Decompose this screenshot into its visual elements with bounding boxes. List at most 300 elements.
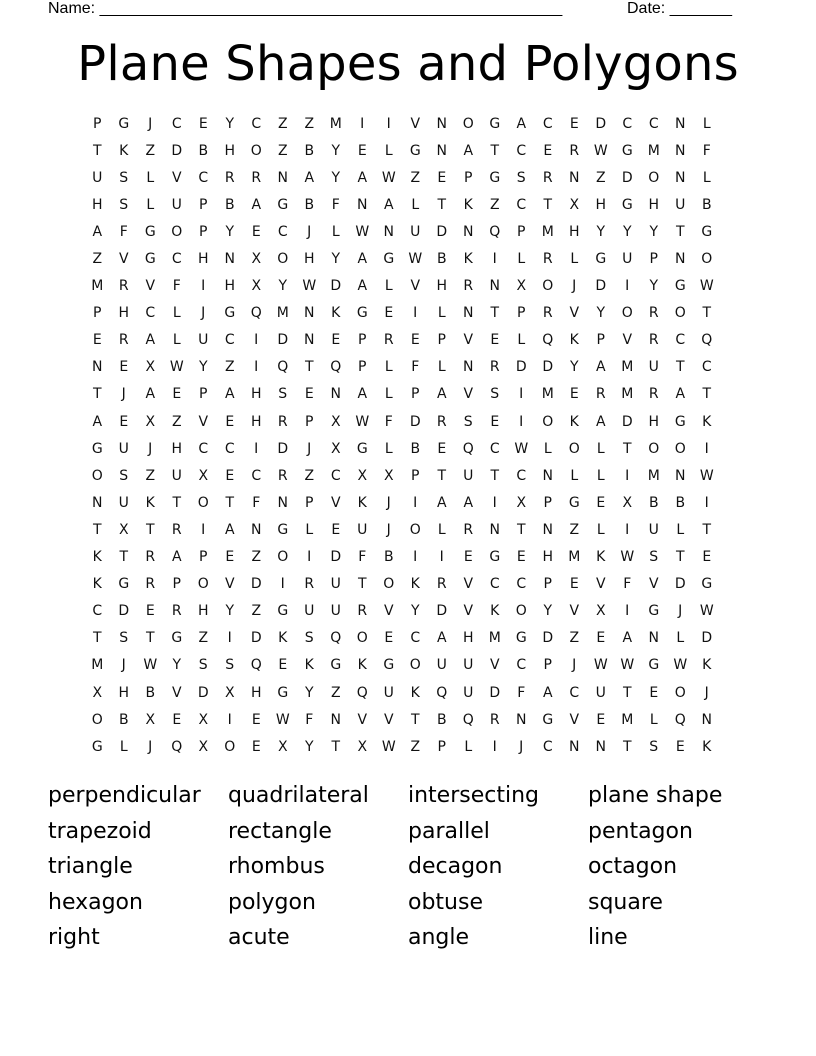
grid-letter[interactable]: G xyxy=(701,223,713,240)
grid-letter[interactable]: U xyxy=(118,494,129,511)
grid-letter[interactable]: K xyxy=(702,413,712,430)
grid-letter[interactable]: T xyxy=(331,738,341,755)
grid-letter[interactable]: D xyxy=(250,576,262,593)
grid-letter[interactable]: W xyxy=(514,440,529,457)
grid-letter[interactable]: J xyxy=(148,440,153,457)
grid-letter[interactable]: X xyxy=(145,413,156,430)
grid-letter[interactable]: I xyxy=(413,494,418,511)
grid-letter[interactable]: O xyxy=(515,603,527,620)
grid-letter[interactable]: T xyxy=(92,521,102,538)
grid-letter[interactable]: S xyxy=(649,549,659,566)
grid-letter[interactable]: W xyxy=(275,711,290,728)
grid-letter[interactable]: N xyxy=(675,115,686,132)
grid-letter[interactable]: L xyxy=(384,359,393,376)
grid-letter[interactable]: W xyxy=(673,657,688,674)
grid-letter[interactable]: L xyxy=(119,738,128,755)
grid-letter[interactable]: X xyxy=(383,467,394,484)
grid-letter[interactable]: J xyxy=(121,657,126,674)
grid-letter[interactable]: S xyxy=(278,386,288,403)
grid-letter[interactable]: C xyxy=(277,223,288,240)
grid-letter[interactable]: O xyxy=(568,440,580,457)
grid-letter[interactable]: R xyxy=(595,386,606,403)
grid-letter[interactable]: E xyxy=(702,549,712,566)
grid-letter[interactable]: L xyxy=(305,521,314,538)
grid-letter[interactable]: D xyxy=(409,413,421,430)
grid-letter[interactable]: U xyxy=(463,684,474,701)
grid-letter[interactable]: I xyxy=(625,603,630,620)
grid-letter[interactable]: C xyxy=(224,440,235,457)
grid-letter[interactable]: E xyxy=(357,142,367,159)
grid-letter[interactable]: V xyxy=(489,657,500,674)
grid-letter[interactable]: D xyxy=(621,413,633,430)
grid-letter[interactable]: N xyxy=(251,521,262,538)
grid-letter[interactable]: L xyxy=(437,305,446,322)
grid-letter[interactable]: U xyxy=(648,359,659,376)
grid-letter[interactable]: E xyxy=(596,630,606,647)
grid-letter[interactable]: Y xyxy=(596,223,606,240)
grid-letter[interactable]: A xyxy=(675,386,686,403)
grid-letter[interactable]: V xyxy=(463,603,474,620)
grid-letter[interactable]: T xyxy=(92,630,102,647)
grid-letter[interactable]: A xyxy=(145,386,156,403)
grid-letter[interactable]: X xyxy=(569,196,580,213)
grid-letter[interactable]: Z xyxy=(569,521,580,538)
grid-letter[interactable]: R xyxy=(463,521,474,538)
grid-letter[interactable]: N xyxy=(489,278,500,295)
grid-letter[interactable]: O xyxy=(462,115,474,132)
grid-letter[interactable]: V xyxy=(595,576,606,593)
grid-letter[interactable]: S xyxy=(119,169,129,186)
grid-letter[interactable]: E xyxy=(198,115,208,132)
grid-letter[interactable]: B xyxy=(145,684,156,701)
grid-letter[interactable]: D xyxy=(277,332,289,349)
grid-letter[interactable]: E xyxy=(278,657,288,674)
grid-letter[interactable]: V xyxy=(410,278,421,295)
grid-letter[interactable]: R xyxy=(542,251,553,268)
grid-letter[interactable]: I xyxy=(360,115,365,132)
grid-letter[interactable]: O xyxy=(409,657,421,674)
grid-letter[interactable]: A xyxy=(357,251,368,268)
grid-letter[interactable]: R xyxy=(648,332,659,349)
grid-letter[interactable]: I xyxy=(227,630,232,647)
grid-letter[interactable]: G xyxy=(648,603,660,620)
grid-letter[interactable]: E xyxy=(410,332,420,349)
grid-letter[interactable]: U xyxy=(410,223,421,240)
grid-letter[interactable]: T xyxy=(622,684,632,701)
grid-letter[interactable]: D xyxy=(197,684,209,701)
grid-letter[interactable]: C xyxy=(542,738,553,755)
grid-letter[interactable]: G xyxy=(171,630,183,647)
grid-letter[interactable]: Y xyxy=(331,142,341,159)
grid-letter[interactable]: K xyxy=(92,549,102,566)
grid-letter[interactable]: R xyxy=(489,711,500,728)
grid-letter[interactable]: O xyxy=(91,711,103,728)
grid-letter[interactable]: Z xyxy=(330,684,341,701)
grid-letter[interactable]: K xyxy=(357,657,367,674)
grid-letter[interactable]: P xyxy=(437,738,446,755)
grid-letter[interactable]: R xyxy=(171,603,182,620)
grid-letter[interactable]: S xyxy=(119,467,129,484)
grid-letter[interactable]: E xyxy=(119,413,129,430)
grid-letter[interactable]: D xyxy=(621,169,633,186)
grid-letter[interactable]: X xyxy=(330,413,341,430)
grid-letter[interactable]: F xyxy=(517,684,526,701)
grid-letter[interactable]: C xyxy=(171,251,182,268)
grid-letter[interactable]: W xyxy=(381,738,396,755)
grid-letter[interactable]: Y xyxy=(331,251,341,268)
grid-letter[interactable]: J xyxy=(148,115,153,132)
grid-letter[interactable]: Z xyxy=(171,413,182,430)
grid-letter[interactable]: E xyxy=(225,549,235,566)
grid-letter[interactable]: E xyxy=(251,711,261,728)
grid-letter[interactable]: U xyxy=(648,521,659,538)
grid-letter[interactable]: Y xyxy=(172,657,182,674)
grid-letter[interactable]: L xyxy=(384,386,393,403)
grid-letter[interactable]: T xyxy=(702,521,712,538)
grid-letter[interactable]: N xyxy=(569,169,580,186)
grid-letter[interactable]: Q xyxy=(542,332,554,349)
grid-letter[interactable]: V xyxy=(569,603,580,620)
grid-letter[interactable]: N xyxy=(277,494,288,511)
grid-letter[interactable]: Q xyxy=(489,223,501,240)
grid-letter[interactable]: Z xyxy=(569,630,580,647)
grid-letter[interactable]: C xyxy=(489,576,500,593)
grid-letter[interactable]: V xyxy=(569,711,580,728)
grid-letter[interactable]: A xyxy=(357,278,368,295)
grid-letter[interactable]: U xyxy=(198,332,209,349)
grid-letter[interactable]: G xyxy=(489,549,501,566)
grid-letter[interactable]: A xyxy=(436,630,447,647)
grid-letter[interactable]: I xyxy=(439,549,444,566)
grid-letter[interactable]: P xyxy=(199,549,208,566)
grid-letter[interactable]: E xyxy=(569,386,579,403)
grid-letter[interactable]: O xyxy=(197,576,209,593)
grid-letter[interactable]: A xyxy=(251,196,262,213)
grid-letter[interactable]: K xyxy=(569,413,579,430)
grid-letter[interactable]: Y xyxy=(331,169,341,186)
grid-letter[interactable]: G xyxy=(648,657,660,674)
grid-letter[interactable]: Z xyxy=(145,142,156,159)
grid-letter[interactable]: P xyxy=(411,467,420,484)
grid-letter[interactable]: T xyxy=(145,630,155,647)
grid-letter[interactable]: U xyxy=(330,603,341,620)
grid-letter[interactable]: J xyxy=(519,738,524,755)
grid-letter[interactable]: T xyxy=(622,738,632,755)
grid-letter[interactable]: R xyxy=(648,386,659,403)
grid-letter[interactable]: G xyxy=(515,630,527,647)
grid-letter[interactable]: V xyxy=(224,576,235,593)
grid-letter[interactable]: B xyxy=(118,711,129,728)
grid-letter[interactable]: E xyxy=(543,142,553,159)
grid-letter[interactable]: T xyxy=(410,711,420,728)
grid-letter[interactable]: Y xyxy=(225,603,235,620)
grid-letter[interactable]: E xyxy=(251,223,261,240)
grid-letter[interactable]: S xyxy=(119,630,129,647)
grid-letter[interactable]: T xyxy=(490,142,500,159)
grid-letter[interactable]: I xyxy=(492,738,497,755)
grid-letter[interactable]: H xyxy=(250,386,262,403)
grid-letter[interactable]: L xyxy=(384,142,393,159)
grid-letter[interactable]: R xyxy=(357,603,368,620)
grid-letter[interactable]: Y xyxy=(410,603,420,620)
grid-letter[interactable]: L xyxy=(172,332,181,349)
grid-letter[interactable]: J xyxy=(572,278,577,295)
grid-letter[interactable]: R xyxy=(277,413,288,430)
grid-letter[interactable]: S xyxy=(649,738,659,755)
grid-letter[interactable]: A xyxy=(436,386,447,403)
grid-letter[interactable]: A xyxy=(595,413,606,430)
grid-letter[interactable]: U xyxy=(171,467,182,484)
grid-letter[interactable]: N xyxy=(675,142,686,159)
grid-letter[interactable]: T xyxy=(92,386,102,403)
grid-letter[interactable]: E xyxy=(145,603,155,620)
grid-letter[interactable]: R xyxy=(542,169,553,186)
grid-letter[interactable]: H xyxy=(648,196,660,213)
grid-letter[interactable]: P xyxy=(543,576,552,593)
grid-letter[interactable]: W xyxy=(302,278,317,295)
grid-letter[interactable]: C xyxy=(251,115,262,132)
grid-letter[interactable]: F xyxy=(172,278,181,295)
grid-letter[interactable]: J xyxy=(307,440,312,457)
grid-letter[interactable]: N xyxy=(304,332,315,349)
grid-letter[interactable]: T xyxy=(490,467,500,484)
grid-letter[interactable]: C xyxy=(251,467,262,484)
grid-letter[interactable]: X xyxy=(198,467,209,484)
grid-letter[interactable]: L xyxy=(464,738,473,755)
grid-letter[interactable]: P xyxy=(199,386,208,403)
grid-letter[interactable]: D xyxy=(542,630,554,647)
grid-letter[interactable]: S xyxy=(463,413,473,430)
grid-letter[interactable]: C xyxy=(622,115,633,132)
grid-letter[interactable]: N xyxy=(277,169,288,186)
grid-letter[interactable]: I xyxy=(519,413,524,430)
grid-letter[interactable]: Q xyxy=(462,711,474,728)
grid-letter[interactable]: Z xyxy=(410,169,421,186)
grid-letter[interactable]: X xyxy=(330,440,341,457)
grid-letter[interactable]: L xyxy=(384,278,393,295)
grid-letter[interactable]: M xyxy=(541,223,554,240)
grid-letter[interactable]: A xyxy=(171,549,182,566)
grid-letter[interactable]: H xyxy=(462,630,474,647)
grid-letter[interactable]: Y xyxy=(225,223,235,240)
grid-letter[interactable]: L xyxy=(517,332,526,349)
grid-letter[interactable]: U xyxy=(171,196,182,213)
grid-letter[interactable]: K xyxy=(463,251,473,268)
grid-letter[interactable]: O xyxy=(277,251,289,268)
grid-letter[interactable]: U xyxy=(622,251,633,268)
grid-letter[interactable]: X xyxy=(118,521,129,538)
grid-letter[interactable]: L xyxy=(676,521,685,538)
grid-letter[interactable]: B xyxy=(436,251,447,268)
grid-letter[interactable]: K xyxy=(490,603,500,620)
grid-letter[interactable]: D xyxy=(701,630,713,647)
grid-letter[interactable]: Y xyxy=(649,223,659,240)
grid-letter[interactable]: R xyxy=(648,305,659,322)
grid-letter[interactable]: T xyxy=(675,223,685,240)
grid-letter[interactable]: O xyxy=(277,549,289,566)
grid-letter[interactable]: H xyxy=(91,196,103,213)
grid-letter[interactable]: O xyxy=(674,684,686,701)
grid-letter[interactable]: V xyxy=(569,305,580,322)
grid-letter[interactable]: I xyxy=(492,494,497,511)
grid-letter[interactable]: H xyxy=(595,196,607,213)
grid-letter[interactable]: Q xyxy=(250,305,262,322)
grid-letter[interactable]: Z xyxy=(304,467,315,484)
grid-letter[interactable]: H xyxy=(648,413,660,430)
grid-letter[interactable]: Q xyxy=(250,657,262,674)
grid-letter[interactable]: V xyxy=(383,711,394,728)
grid-letter[interactable]: H xyxy=(171,440,183,457)
grid-letter[interactable]: G xyxy=(91,440,103,457)
grid-letter[interactable]: C xyxy=(198,440,209,457)
grid-letter[interactable]: M xyxy=(329,115,342,132)
grid-letter[interactable]: E xyxy=(675,738,685,755)
grid-letter[interactable]: B xyxy=(304,196,315,213)
grid-letter[interactable]: K xyxy=(702,657,712,674)
grid-letter[interactable]: C xyxy=(542,115,553,132)
grid-letter[interactable]: G xyxy=(409,142,421,159)
grid-letter[interactable]: D xyxy=(171,142,183,159)
grid-letter[interactable]: R xyxy=(118,278,129,295)
grid-letter[interactable]: E xyxy=(92,332,102,349)
grid-letter[interactable]: G xyxy=(674,413,686,430)
grid-letter[interactable]: E xyxy=(490,332,500,349)
grid-letter[interactable]: C xyxy=(516,196,527,213)
grid-letter[interactable]: V xyxy=(383,603,394,620)
grid-letter[interactable]: C xyxy=(330,467,341,484)
grid-letter[interactable]: D xyxy=(436,603,448,620)
grid-letter[interactable]: G xyxy=(383,251,395,268)
grid-letter[interactable]: B xyxy=(701,196,712,213)
grid-letter[interactable]: F xyxy=(411,359,420,376)
grid-letter[interactable]: X xyxy=(251,251,262,268)
grid-letter[interactable]: V xyxy=(463,332,474,349)
grid-letter[interactable]: I xyxy=(227,711,232,728)
grid-letter[interactable]: R xyxy=(171,521,182,538)
grid-letter[interactable]: Y xyxy=(304,684,314,701)
grid-letter[interactable]: P xyxy=(596,332,605,349)
grid-letter[interactable]: K xyxy=(410,684,420,701)
grid-letter[interactable]: W xyxy=(699,278,714,295)
grid-letter[interactable]: N xyxy=(648,630,659,647)
grid-letter[interactable]: T xyxy=(357,576,367,593)
grid-letter[interactable]: O xyxy=(648,169,660,186)
grid-letter[interactable]: I xyxy=(201,278,206,295)
grid-letter[interactable]: G xyxy=(356,305,368,322)
grid-letter[interactable]: N xyxy=(675,169,686,186)
grid-letter[interactable]: G xyxy=(542,711,554,728)
grid-letter[interactable]: R xyxy=(463,278,474,295)
grid-letter[interactable]: H xyxy=(118,305,130,322)
grid-letter[interactable]: C xyxy=(648,115,659,132)
grid-letter[interactable]: Z xyxy=(198,630,209,647)
grid-letter[interactable]: H xyxy=(250,684,262,701)
grid-letter[interactable]: G xyxy=(330,657,342,674)
grid-letter[interactable]: H xyxy=(303,251,315,268)
grid-letter[interactable]: G xyxy=(277,684,289,701)
grid-letter[interactable]: G xyxy=(118,115,130,132)
grid-letter[interactable]: T xyxy=(675,549,685,566)
grid-letter[interactable]: P xyxy=(649,251,658,268)
grid-letter[interactable]: X xyxy=(277,738,288,755)
grid-letter[interactable]: N xyxy=(383,223,394,240)
grid-letter[interactable]: P xyxy=(93,115,102,132)
grid-letter[interactable]: D xyxy=(542,359,554,376)
grid-letter[interactable]: W xyxy=(169,359,184,376)
grid-letter[interactable]: E xyxy=(172,711,182,728)
grid-letter[interactable]: P xyxy=(543,657,552,674)
grid-letter[interactable]: E xyxy=(596,711,606,728)
grid-letter[interactable]: H xyxy=(197,603,209,620)
grid-letter[interactable]: R xyxy=(542,305,553,322)
grid-letter[interactable]: O xyxy=(701,251,713,268)
grid-letter[interactable]: R xyxy=(145,576,156,593)
grid-letter[interactable]: O xyxy=(91,467,103,484)
grid-letter[interactable]: A xyxy=(383,196,394,213)
grid-letter[interactable]: K xyxy=(596,549,606,566)
grid-letter[interactable]: T xyxy=(516,521,526,538)
grid-letter[interactable]: A xyxy=(463,494,474,511)
grid-letter[interactable]: N xyxy=(330,386,341,403)
grid-letter[interactable]: K xyxy=(145,494,155,511)
grid-letter[interactable]: T xyxy=(119,549,129,566)
grid-letter[interactable]: Q xyxy=(436,684,448,701)
grid-letter[interactable]: G xyxy=(621,196,633,213)
grid-letter[interactable]: U xyxy=(463,657,474,674)
grid-letter[interactable]: G xyxy=(701,576,713,593)
grid-letter[interactable]: M xyxy=(276,305,289,322)
grid-letter[interactable]: I xyxy=(413,305,418,322)
grid-letter[interactable]: F xyxy=(623,576,632,593)
grid-letter[interactable]: A xyxy=(145,332,156,349)
grid-letter[interactable]: G xyxy=(144,251,156,268)
grid-letter[interactable]: X xyxy=(357,467,368,484)
date-field-line[interactable]: Date: _______ xyxy=(627,0,732,17)
grid-letter[interactable]: P xyxy=(517,305,526,322)
grid-letter[interactable]: H xyxy=(197,251,209,268)
grid-letter[interactable]: Y xyxy=(569,359,579,376)
grid-letter[interactable]: T xyxy=(225,494,235,511)
grid-letter[interactable]: O xyxy=(197,494,209,511)
grid-letter[interactable]: C xyxy=(516,142,527,159)
grid-letter[interactable]: V xyxy=(357,711,368,728)
grid-letter[interactable]: P xyxy=(464,169,473,186)
grid-letter[interactable]: W xyxy=(620,657,635,674)
grid-letter[interactable]: N xyxy=(463,305,474,322)
grid-letter[interactable]: A xyxy=(622,630,633,647)
grid-letter[interactable]: D xyxy=(436,223,448,240)
grid-letter[interactable]: Q xyxy=(330,630,342,647)
grid-letter[interactable]: S xyxy=(490,386,500,403)
grid-letter[interactable]: D xyxy=(674,576,686,593)
grid-letter[interactable]: Z xyxy=(251,549,262,566)
grid-letter[interactable]: C xyxy=(198,169,209,186)
grid-letter[interactable]: O xyxy=(542,278,554,295)
grid-letter[interactable]: G xyxy=(224,305,236,322)
grid-letter[interactable]: R xyxy=(118,332,129,349)
grid-letter[interactable]: P xyxy=(358,359,367,376)
grid-letter[interactable]: K xyxy=(463,196,473,213)
grid-letter[interactable]: R xyxy=(277,467,288,484)
grid-letter[interactable]: T xyxy=(145,521,155,538)
grid-letter[interactable]: L xyxy=(437,359,446,376)
grid-letter[interactable]: M xyxy=(647,467,660,484)
grid-letter[interactable]: V xyxy=(622,332,633,349)
grid-letter[interactable]: B xyxy=(410,440,421,457)
grid-letter[interactable]: Z xyxy=(277,142,288,159)
grid-letter[interactable]: U xyxy=(463,467,474,484)
grid-letter[interactable]: K xyxy=(410,576,420,593)
